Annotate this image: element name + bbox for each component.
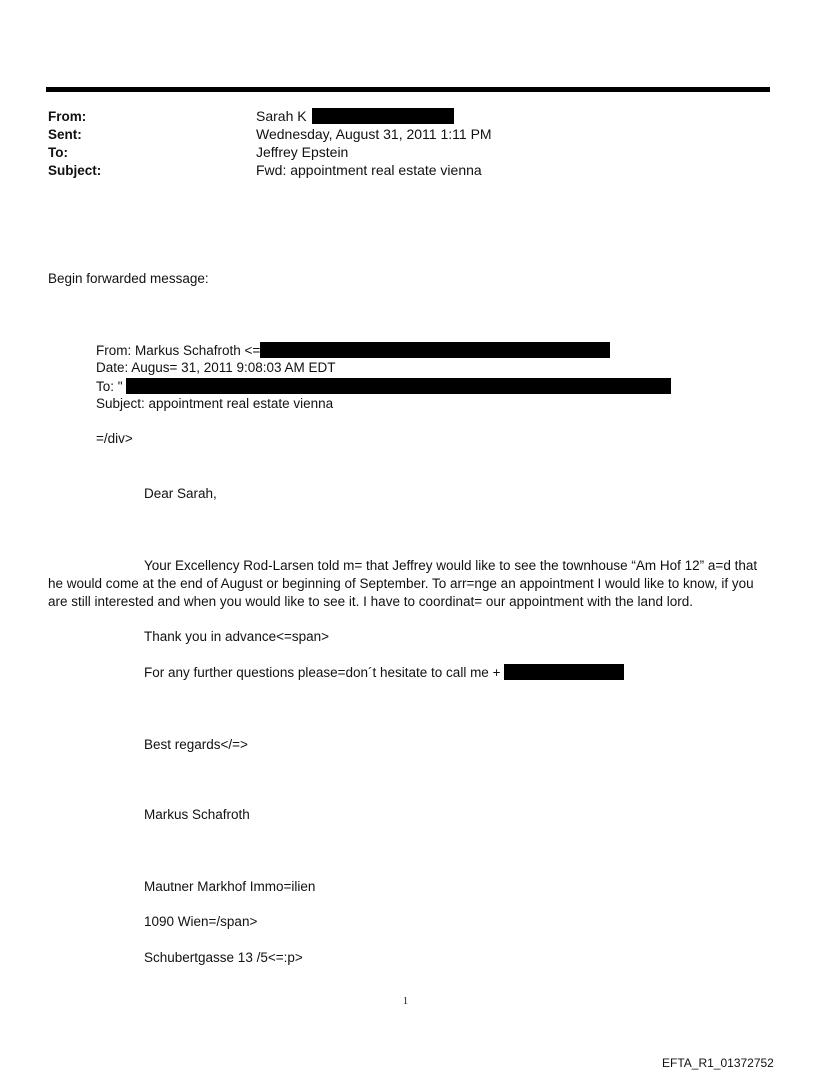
fwd-from: From: Markus Schafroth <= <box>96 343 261 358</box>
greeting: Dear Sarah, <box>144 486 217 501</box>
body-paragraph-text: Your Excellency Rod-Larsen told m= that Jeffrey would like to see the townhouse “Am Hof 12” a=d that he would come at the end of August or beginning of September. To arr=nge an appointment I would like to know, if you are still interested and when you would like to see it. I have to coordinat= our appointment with the land lord. <box>48 558 758 609</box>
fwd-from-line <box>96 342 610 358</box>
sent-label: Sent: <box>48 127 82 142</box>
thanks-line: Thank you in advance<=span> <box>144 629 330 644</box>
city-line: 1090 Wien=/span> <box>144 914 258 929</box>
sent-value: Wednesday, August 31, 2011 1:11 PM <box>256 126 492 142</box>
questions-text: For any further questions please=don´t hesitate to call me + <box>144 665 501 680</box>
fwd-date: Date: Augus= 31, 2011 9:08:03 AM EDT <box>96 360 336 375</box>
from-label: From: <box>48 109 87 124</box>
fwd-to: To: " <box>96 379 123 394</box>
page-number: 1 <box>403 996 408 1007</box>
begin-forwarded: Begin forwarded message: <box>48 271 209 286</box>
from-value <box>256 108 454 124</box>
document-id: EFTA_R1_01372752 <box>662 1056 774 1070</box>
fwd-subject: Subject: appointment real estate vienna <box>96 396 334 411</box>
questions-line <box>144 664 624 680</box>
redaction-box <box>126 378 671 394</box>
redaction-box <box>504 664 624 680</box>
street-line: Schubertgasse 13 /5<=:p> <box>144 950 303 965</box>
to-label: To: <box>48 145 68 160</box>
subject-value: Fwd: appointment real estate vienna <box>256 162 482 178</box>
body-paragraph <box>48 557 768 611</box>
signature-name: Markus Schafroth <box>144 807 250 822</box>
from-name: Sarah K <box>256 108 307 124</box>
header-rule <box>46 87 770 92</box>
redaction-box <box>312 108 454 124</box>
fwd-to-line <box>96 378 671 394</box>
regards: Best regards</=> <box>144 737 248 752</box>
redaction-box <box>260 342 610 358</box>
subject-label: Subject: <box>48 163 102 178</box>
company-name: Mautner Markhof Immo=ilien <box>144 879 316 894</box>
div-artifact: =/div> <box>96 431 133 446</box>
to-value: Jeffrey Epstein <box>256 144 349 160</box>
